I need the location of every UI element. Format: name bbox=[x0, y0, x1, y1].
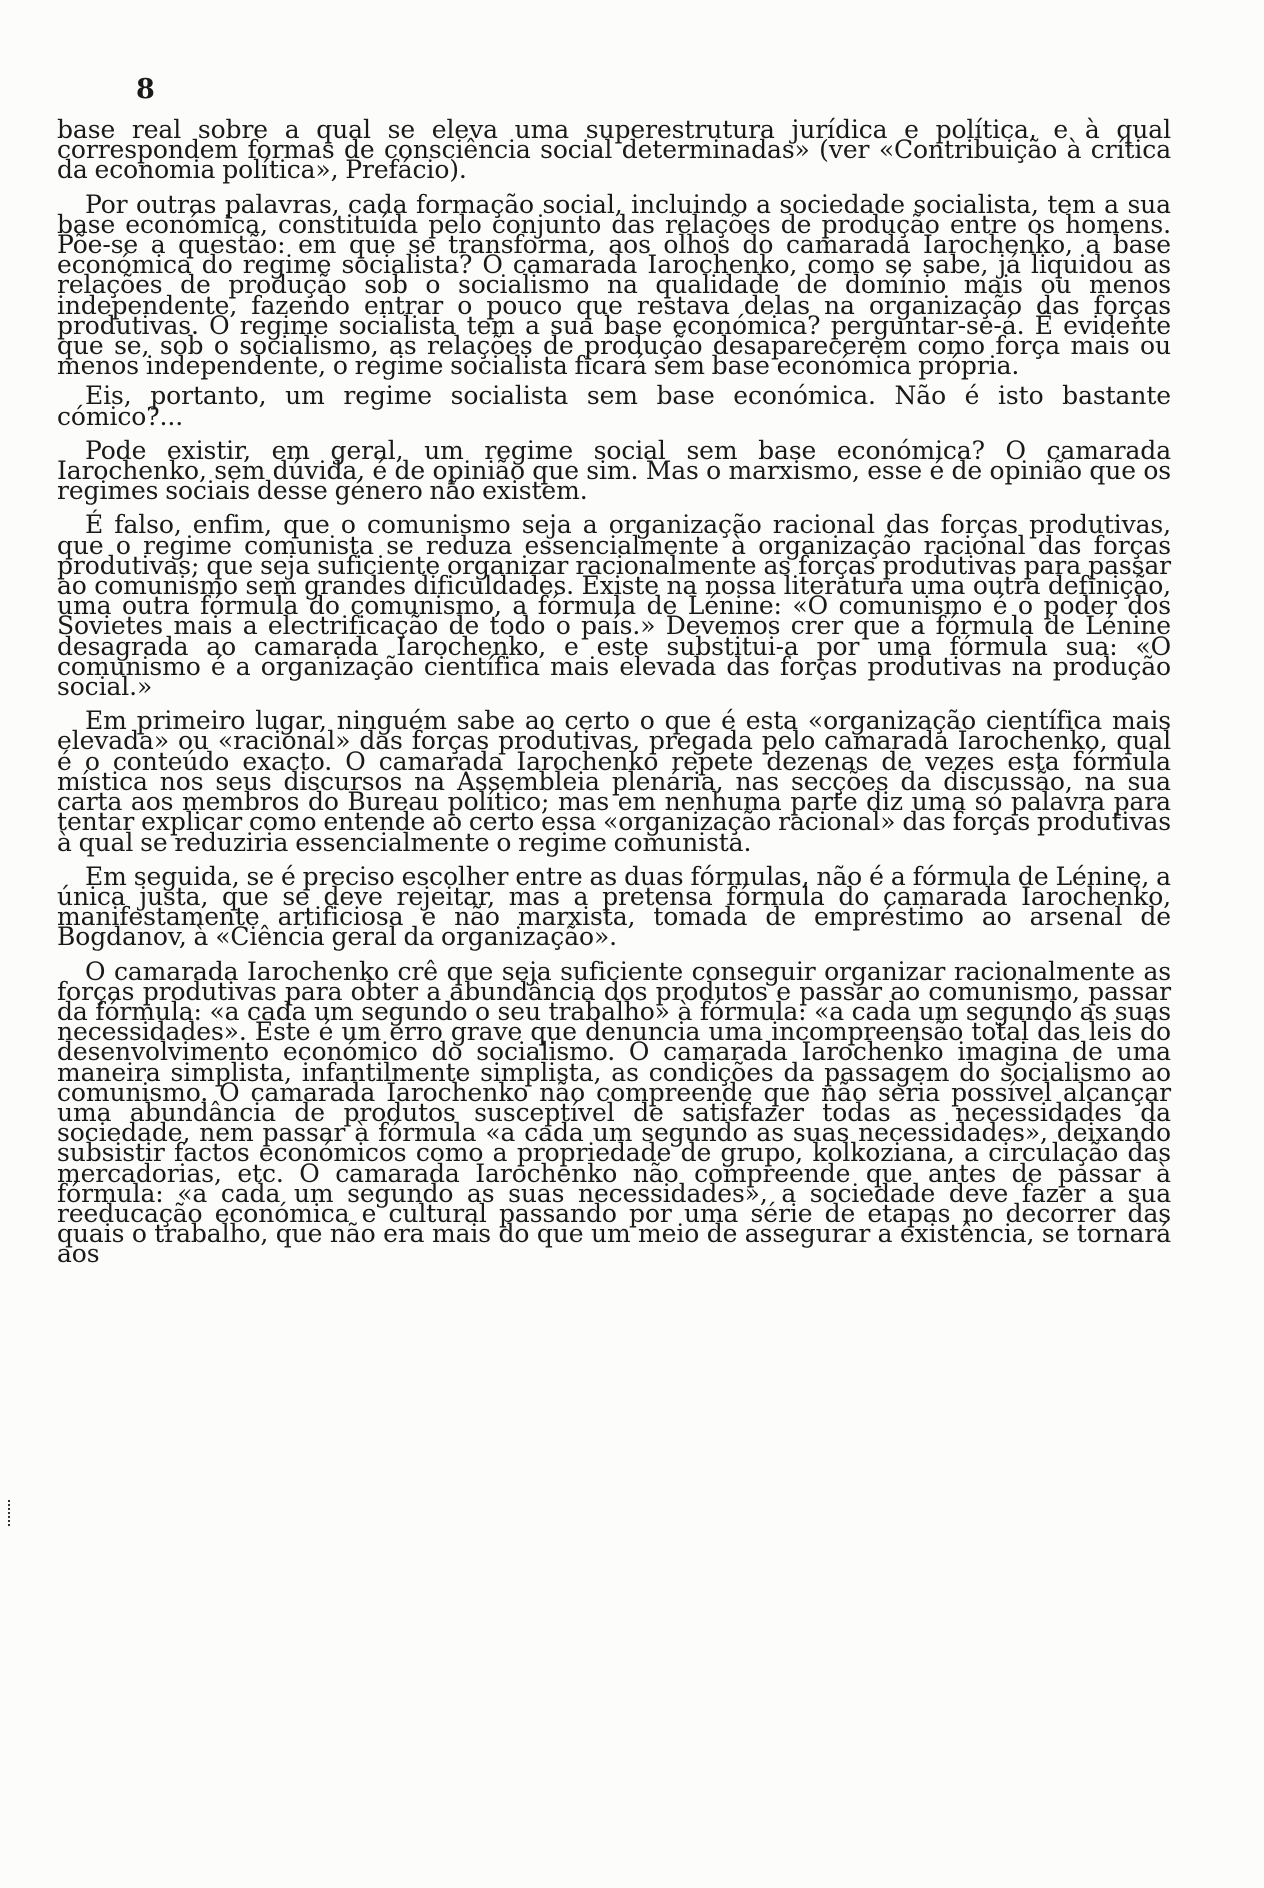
paragraph-7: Em seguida, se é preciso escolher entre as duas fórmulas, não é a fórmula de Lénine, a única justa, que se deve rejeitar, mas a pretensa fórmula do camarada Iarochenko, manifestamente artificiosa e não marxista, tomada de empréstimo ao arsenal de Bogdanov, à «Ciência geral da organização». bbox=[57, 861, 1171, 952]
paragraph-2: Por outras palavras, cada formação social, incluindo a sociedade socialista, tem a sua base económica, constituída pelo conjunto das relações de produção entre os homens. Põe-se a questão: em que se transforma, aos olhos do camarada Iarochenko, a base económica do regime socialista? O camarada Iarochenko, como se sabe, já liquidou as relações de produção sob o socialismo na qualidade de domínio mais ou menos independente, fazendo entrar o pouco que restava delas na organização das forças produtivas. O regime socialista tem a sua base económica? perguntar-se-á. É evidente que se, sob o socialismo, as relações de produção desaparecerem como força mais ou menos independente, o regime socialista ficará sem base económica própria. bbox=[57, 189, 1171, 381]
paragraph-3: Eis, portanto, um regime socialista sem base económica. Não é isto bastante cómico?... bbox=[57, 381, 1171, 431]
paragraph-1: base real sobre a qual se eleva uma superestrutura jurídica e política, e à qual correspondem formas de consciência social determinadas» (ver «Contribuição à crítica da economia política», Prefácio). bbox=[57, 115, 1171, 185]
paragraph-8: O camarada Iarochenko crê que seja suficiente conseguir organizar racionalmente as forças produtivas para obter a abundância dos produtos e passar ao comunismo, passar da fórmula: «a cada um segundo o seu trabalho» à fórmula: «a cada um segundo as suas necessidades». Este é um erro grave que denuncia uma incompreensão total das leis do desenvolvimento económico do socialismo. O camarada Iarochenko imagina de uma maneira simplista, infantilmente simplista, as condições da passagem do socialismo ao comunismo. O camarada Iarochenko não compreende que não seria possível alcançar uma abundância de produtos susceptível de satisfazer todas as necessidades da sociedade, nem passar à fórmula «a cada um segundo as suas necessidades», deixando subsistir factos económicos como a propriedade de grupo, kolkoziana, a circulação das mercadorias, etc. O camarada Iarochenko não compreende que antes de passar à fórmula: «a cada um segundo as suas necessidades», a sociedade deve fazer a sua reeducação económica e cultural passando por uma série de etapas no decorrer das quais o trabalho, que não era mais do que um meio de assegurar a existência, se tornará aos bbox=[57, 956, 1171, 1269]
paragraph-5: É falso, enfim, que o comunismo seja a organização racional das forças produtivas, que o regime comunista se reduza essencialmente à organização racional das forças produtivas; que seja suficiente organizar racionalmente as forças produtivas para passar ao comunismo sem grandes dificuldades. Existe na nossa literatura uma outra definição, uma outra fórmula do comunismo, a fórmula de Lénine: «O comunismo é o poder dos Sovietes mais a electrificação de todo o país.» Devemos crer que a fórmula de Lénine desagrada ao camarada Iarochenko, e este substitui-a por uma fórmula sua: «O comunismo é a organização científica mais elevada das forças produtivas na produção social.» bbox=[57, 510, 1171, 702]
margin-scan-mark bbox=[8, 1500, 13, 1526]
paragraph-6: Em primeiro lugar, ninguém sabe ao certo o que é esta «organização científica mais elevada» ou «racional» das forças produtivas, pregada pelo camarada Iarochenko, qual é o conteúdo exacto. O camarada Iarochenko repete dezenas de vezes esta fórmula mística nos seus discursos na Assembleia plenária, nas secções da discussão, na sua carta aos membros do Bureau político; mas em nenhuma parte diz uma só palavra para tentar explicar como entende ao certo essa «organização racional» das forças produtivas à qual se reduziria essencialmente o regime comunista. bbox=[57, 706, 1171, 857]
paragraph-4: Pode existir, em geral, um regime social sem base económica? O camarada Iarochenko, sem dúvida, é de opinião que sim. Mas o marxismo, esse é de opinião que os regimes sociais desse género não existem. bbox=[57, 435, 1171, 506]
page-number: 8 bbox=[136, 74, 156, 105]
body-text bbox=[57, 115, 1171, 1275]
